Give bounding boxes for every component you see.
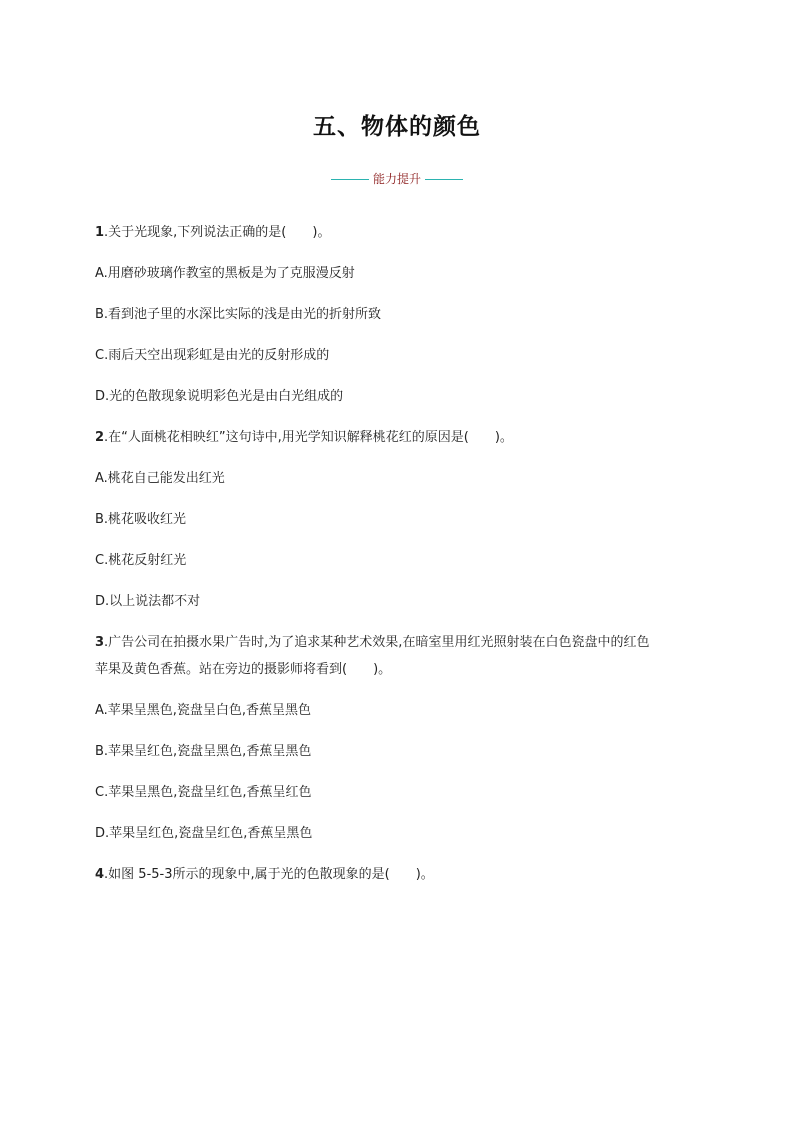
question-number: 1	[95, 225, 105, 240]
question-1-stem	[95, 224, 330, 242]
question-number: 3	[95, 635, 105, 650]
question-2-option-c: C.桃花反射红光	[95, 553, 187, 568]
question-text: .如图 5-5-3所示的现象中,属于光的色散现象的是( )。	[104, 867, 434, 882]
question-2-option-b: B.桃花吸收红光	[95, 512, 187, 527]
page-title: 五、物体的颜色	[313, 114, 481, 140]
question-3-option-c: C.苹果呈黑色,瓷盘呈红色,香蕉呈红色	[95, 785, 312, 800]
question-3-stem-continued: 苹果及黄色香蕉。站在旁边的摄影师将看到( )。	[95, 662, 392, 677]
question-1-option-c: C.雨后天空出现彩虹是由光的反射形成的	[95, 348, 330, 363]
section-header	[0, 170, 794, 188]
question-2-option-a: A.桃花自己能发出红光	[95, 471, 225, 486]
question-number: 4	[95, 867, 105, 882]
question-3-option-d: D.苹果呈红色,瓷盘呈红色,香蕉呈黑色	[95, 826, 313, 841]
question-text: .关于光现象,下列说法正确的是( )。	[104, 225, 331, 240]
question-1-option-b: B.看到池子里的水深比实际的浅是由光的折射所致	[95, 307, 382, 322]
question-text: .在“人面桃花相映红”这句诗中,用光学知识解释桃花红的原因是( )。	[104, 430, 513, 445]
question-4-stem	[95, 866, 434, 884]
question-3-stem	[95, 634, 649, 652]
question-3-option-a: A.苹果呈黑色,瓷盘呈白色,香蕉呈黑色	[95, 703, 312, 718]
question-3-option-b: B.苹果呈红色,瓷盘呈黑色,香蕉呈黑色	[95, 744, 312, 759]
question-number: 2	[95, 430, 105, 445]
question-text: .广告公司在拍摄水果广告时,为了追求某种艺术效果,在暗室里用红光照射装在白色瓷盘中的红色	[104, 635, 650, 650]
question-2-stem	[95, 429, 513, 447]
question-1-option-d: D.光的色散现象说明彩色光是由白光组成的	[95, 389, 344, 404]
section-rule-left	[331, 179, 369, 180]
question-1-option-a: A.用磨砂玻璃作教室的黑板是为了克服漫反射	[95, 266, 355, 281]
section-rule-right	[425, 179, 463, 180]
section-label: 能力提升	[372, 172, 421, 186]
question-2-option-d: D.以上说法都不对	[95, 594, 201, 609]
